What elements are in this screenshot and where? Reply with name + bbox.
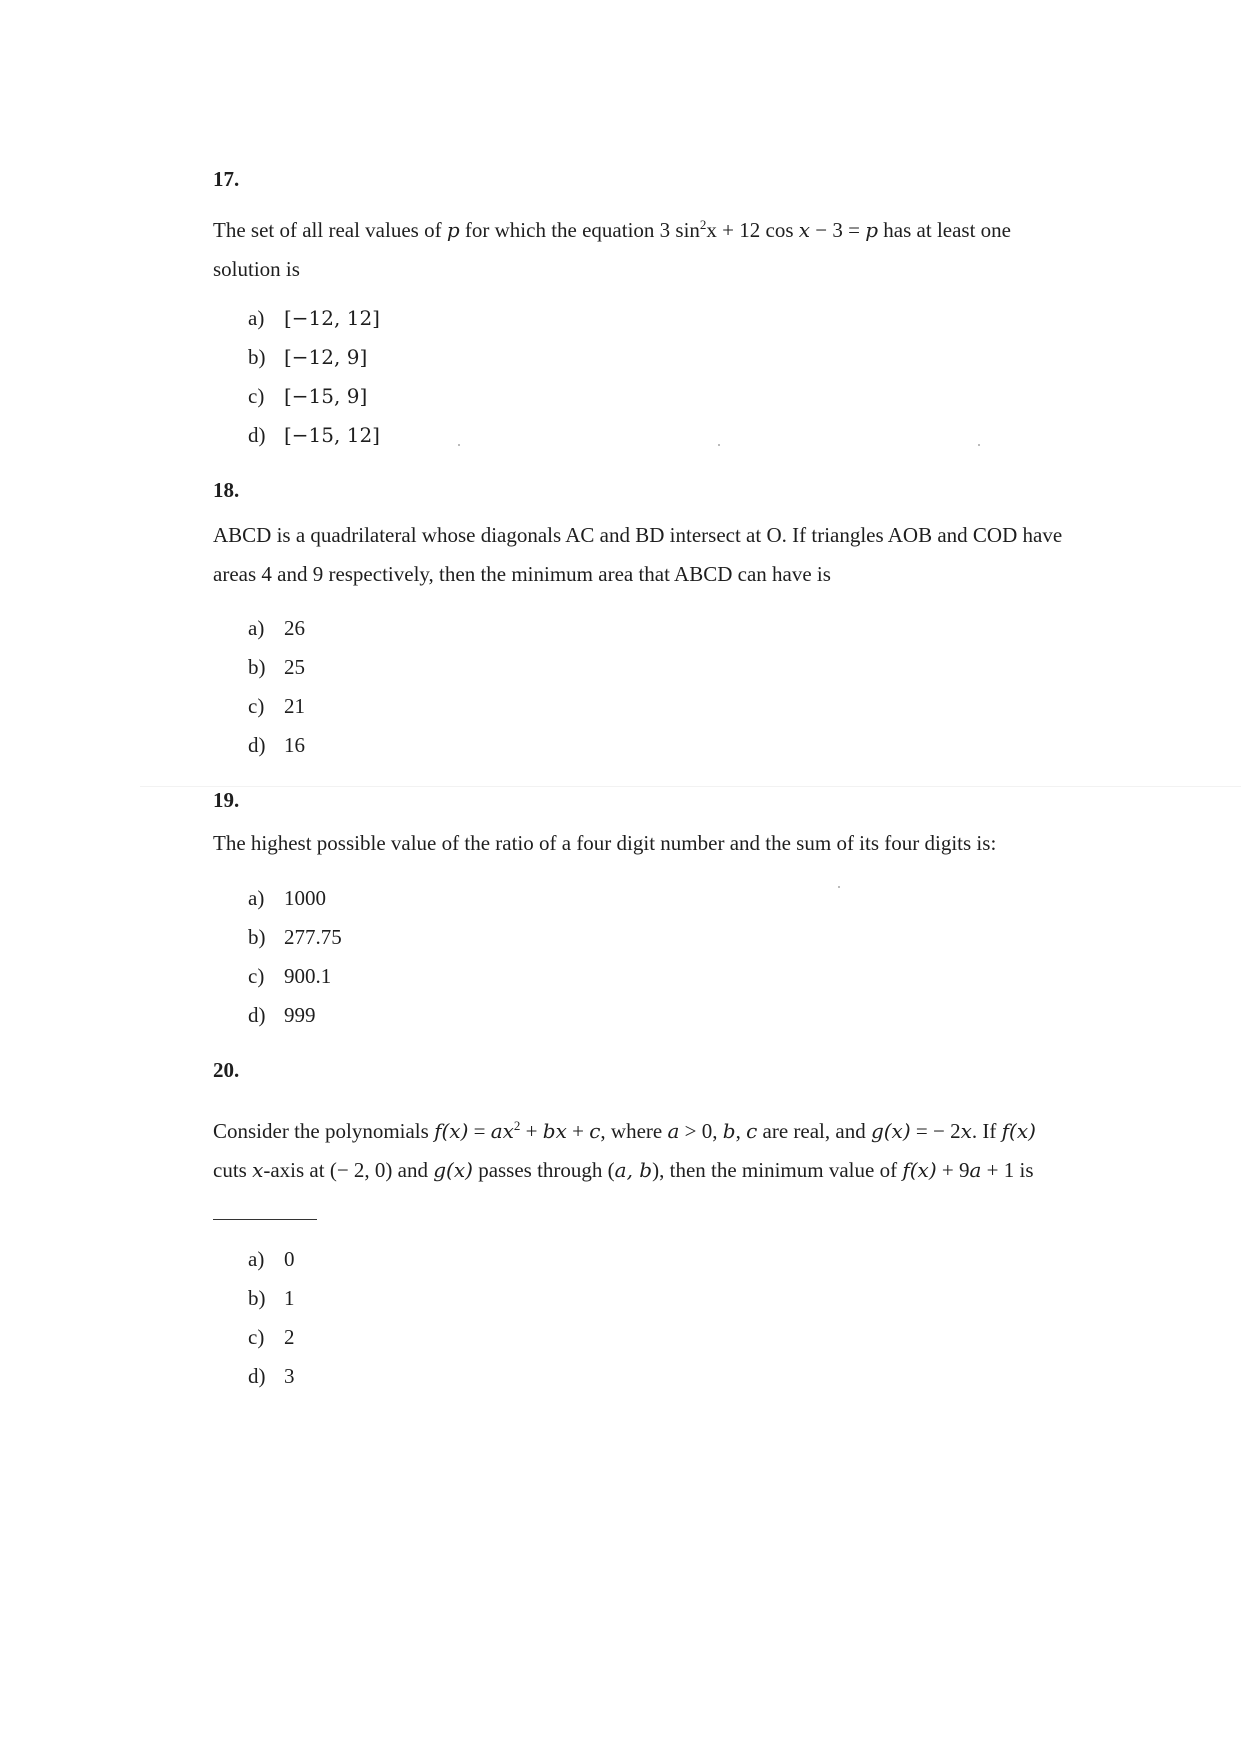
option-text: 0 [284,1247,295,1271]
option-text: [−12, 9] [284,345,368,369]
question-18-number: 18. [213,478,240,502]
option-text: [−15, 12] [284,423,380,447]
exponent: 2 [513,1118,521,1133]
option-c [248,377,380,416]
math-var: a [969,1158,982,1182]
option-text: 25 [284,655,305,679]
scan-speck [718,444,720,446]
scan-speck [978,444,980,446]
option-letter: a) [248,1247,265,1271]
option-text: 21 [284,694,305,718]
option-d [248,1357,295,1396]
math-var: p [865,218,879,242]
math-expr: ax [490,1119,514,1143]
question-18-options [248,609,305,765]
math-expr: f(x) [434,1119,469,1143]
option-c [248,687,305,726]
math-var: x [798,218,811,242]
scan-speck [458,444,460,446]
option-letter: c) [248,1325,265,1349]
stem-text: + 1 is [981,1158,1034,1182]
math-var: x [960,1119,972,1143]
question-20-options [248,1240,295,1396]
stem-text: x + 12 cos [706,218,799,242]
stem-text: + [566,1119,590,1143]
math-var: p [446,218,460,242]
math-expr: f(x) [1001,1119,1036,1143]
option-b [248,648,305,687]
option-d [248,726,305,765]
question-17-options [248,299,380,455]
option-b [248,338,380,377]
option-d [248,996,342,1035]
stem-text: , where [600,1119,668,1143]
option-text: 2 [284,1325,295,1349]
math-var: x [252,1158,264,1182]
question-19-options [248,879,342,1035]
question-17-stem [213,205,1063,289]
option-letter: c) [248,694,265,718]
option-text: 277.75 [284,925,342,949]
stem-text: passes through ( [472,1158,615,1182]
option-letter: b) [248,345,266,369]
question-20-stem [213,1106,1063,1229]
question-18-stem: ABCD is a quadrilateral whose diagonals AC and BD intersect at O. If triangles AOB and COD have areas 4 and 9 respectively, then the minimum area that ABCD can have is [213,523,1063,586]
option-text: [−15, 9] [284,384,368,408]
scan-fold-line [140,786,1241,787]
option-c [248,957,342,996]
option-text: 900.1 [284,964,332,988]
stem-text: are real, and [757,1119,871,1143]
option-a [248,299,380,338]
option-text: 3 [284,1364,295,1388]
option-b [248,918,342,957]
math-expr: g(x) [870,1119,911,1143]
option-letter: b) [248,1286,266,1310]
question-20-number: 20. [213,1058,240,1082]
math-expr: bx [542,1119,567,1143]
option-letter: a) [248,616,265,640]
option-letter: c) [248,384,265,408]
answer-blank [213,1197,317,1220]
option-letter: b) [248,925,266,949]
stem-text: The set of all real values of [213,218,447,242]
stem-text: cuts [213,1158,253,1182]
math-var: c [589,1119,601,1143]
stem-text: + 9 [936,1158,970,1182]
exponent: 2 [699,217,707,232]
math-var: a [667,1119,680,1143]
option-a [248,1240,295,1279]
stem-text: has at least one solution is [213,218,1011,281]
option-letter: d) [248,1364,266,1388]
stem-text: = − 2 [910,1119,961,1143]
math-var: b [722,1119,736,1143]
question-19-number: 19. [213,788,240,812]
option-letter: d) [248,423,266,447]
option-letter: c) [248,964,265,988]
option-c [248,1318,295,1357]
stem-text: + [520,1119,543,1143]
math-expr: a, b [614,1158,653,1182]
stem-text: -axis at (− 2, 0) and [263,1158,434,1182]
stem-text: ), then the minimum value of [652,1158,903,1182]
math-expr: f(x) [902,1158,937,1182]
option-letter: a) [248,306,265,330]
option-text: 16 [284,733,305,757]
option-letter: a) [248,886,265,910]
math-var: c [746,1119,758,1143]
option-text: 1000 [284,886,326,910]
stem-text: = [468,1119,491,1143]
option-text: 26 [284,616,305,640]
option-a [248,879,342,918]
option-text: 1 [284,1286,295,1310]
stem-text: > 0, [679,1119,723,1143]
stem-text: Consider the polynomials [213,1119,435,1143]
option-letter: d) [248,1003,266,1027]
question-19-stem: The highest possible value of the ratio of a four digit number and the sum of its four digits is: [213,831,997,855]
option-letter: d) [248,733,266,757]
option-text: 999 [284,1003,316,1027]
option-d [248,416,380,455]
math-expr: g(x) [433,1158,473,1182]
question-17-number: 17. [213,167,240,191]
option-a [248,609,305,648]
stem-text: − 3 = [810,218,866,242]
option-b [248,1279,295,1318]
option-letter: b) [248,655,266,679]
stem-text: , [735,1119,747,1143]
scan-speck [838,886,840,888]
stem-text: for which the equation 3 sin [459,218,700,242]
stem-text: . If [971,1119,1002,1143]
option-text: [−12, 12] [284,306,380,330]
